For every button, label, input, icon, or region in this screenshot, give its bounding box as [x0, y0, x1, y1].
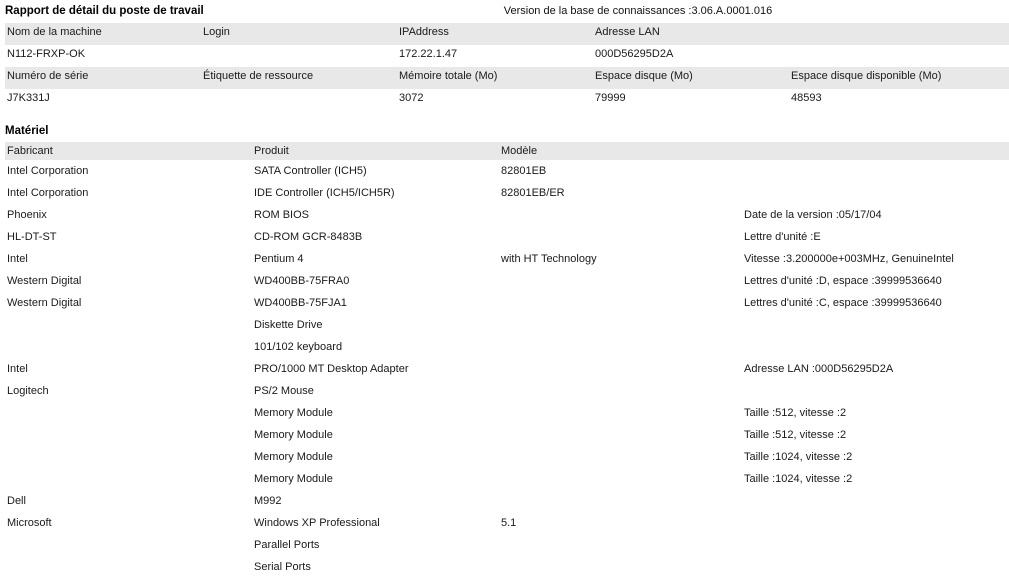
section-title-hardware: Matériel [5, 125, 49, 137]
table-row [5, 336, 1009, 358]
cell-details [742, 512, 1009, 534]
cell-manufacturer [5, 402, 252, 424]
table-row [5, 402, 1009, 424]
cell-manufacturer [5, 556, 252, 578]
table-row-hardware-header [5, 142, 1009, 160]
table-row [5, 358, 1009, 380]
cell-manufacturer [5, 336, 252, 358]
table-row [5, 490, 1009, 512]
cell-product: PS/2 Mouse [252, 380, 499, 402]
cell-manufacturer: Western Digital [5, 292, 252, 314]
header-lan-address: Adresse LAN [593, 23, 789, 45]
value-login [201, 45, 397, 67]
table-row [5, 248, 1009, 270]
cell-model [499, 226, 742, 248]
table-row-header-1 [5, 23, 1009, 45]
cell-model [499, 380, 742, 402]
cell-manufacturer: Microsoft [5, 512, 252, 534]
cell-manufacturer [5, 468, 252, 490]
header-details [742, 142, 1009, 160]
cell-model [499, 314, 742, 336]
cell-manufacturer: Western Digital [5, 270, 252, 292]
cell-details [742, 490, 1009, 512]
header-manufacturer: Fabricant [5, 142, 252, 160]
cell-product: Windows XP Professional [252, 512, 499, 534]
cell-manufacturer: Intel Corporation [5, 160, 252, 182]
knowledge-base-version: Version de la base de connaissances :3.06.A.0001.016 [503, 5, 773, 17]
cell-details: Lettre d'unité :E [742, 226, 1009, 248]
cell-manufacturer [5, 424, 252, 446]
table-row [5, 468, 1009, 490]
table-row [5, 424, 1009, 446]
table-row-header-2 [5, 67, 1009, 89]
cell-model: with HT Technology [499, 248, 742, 270]
cell-product: 101/102 keyboard [252, 336, 499, 358]
cell-details: Date de la version :05/17/04 [742, 204, 1009, 226]
cell-details [742, 534, 1009, 556]
header-asset-tag: Étiquette de ressource [201, 67, 397, 89]
value-blank-1 [789, 45, 1009, 67]
cell-model: 5.1 [499, 512, 742, 534]
cell-manufacturer [5, 534, 252, 556]
cell-product: Parallel Ports [252, 534, 499, 556]
table-row [5, 160, 1009, 182]
cell-model [499, 204, 742, 226]
cell-product: IDE Controller (ICH5/ICH5R) [252, 182, 499, 204]
table-row-values-2 [5, 89, 1009, 111]
table-row [5, 182, 1009, 204]
table-row [5, 292, 1009, 314]
cell-model [499, 292, 742, 314]
table-row [5, 446, 1009, 468]
cell-details [742, 160, 1009, 182]
cell-model [499, 446, 742, 468]
value-total-memory: 3072 [397, 89, 593, 111]
value-disk-space: 79999 [593, 89, 789, 111]
cell-manufacturer: Logitech [5, 380, 252, 402]
cell-manufacturer: Phoenix [5, 204, 252, 226]
cell-manufacturer: Intel [5, 248, 252, 270]
header-total-memory: Mémoire totale (Mo) [397, 67, 593, 89]
cell-product: PRO/1000 MT Desktop Adapter [252, 358, 499, 380]
cell-details [742, 336, 1009, 358]
cell-model [499, 556, 742, 578]
cell-details: Taille :512, vitesse :2 [742, 424, 1009, 446]
value-ip-address: 172.22.1.47 [397, 45, 593, 67]
cell-details [742, 314, 1009, 336]
cell-product: Memory Module [252, 402, 499, 424]
cell-details [742, 182, 1009, 204]
cell-details: Lettres d'unité :D, espace :39999536640 [742, 270, 1009, 292]
value-lan-address: 000D56295D2A [593, 45, 789, 67]
cell-model [499, 358, 742, 380]
cell-details: Lettres d'unité :C, espace :39999536640 [742, 292, 1009, 314]
cell-product: Pentium 4 [252, 248, 499, 270]
cell-manufacturer [5, 314, 252, 336]
table-row [5, 534, 1009, 556]
table-row [5, 204, 1009, 226]
workstation-summary-table [5, 23, 1009, 111]
table-row [5, 270, 1009, 292]
value-serial-number: J7K331J [5, 89, 201, 111]
cell-model [499, 490, 742, 512]
value-machine-name: N112-FRXP-OK [5, 45, 201, 67]
cell-model [499, 468, 742, 490]
header-login: Login [201, 23, 397, 45]
table-row [5, 556, 1009, 578]
cell-details: Taille :1024, vitesse :2 [742, 468, 1009, 490]
cell-manufacturer [5, 446, 252, 468]
cell-model [499, 534, 742, 556]
table-row [5, 380, 1009, 402]
cell-product: ROM BIOS [252, 204, 499, 226]
cell-model: 82801EB [499, 160, 742, 182]
header-free-disk-space: Espace disque disponible (Mo) [789, 67, 1009, 89]
cell-product: CD-ROM GCR-8483B [252, 226, 499, 248]
cell-manufacturer: Intel Corporation [5, 182, 252, 204]
page-title: Rapport de détail du poste de travail [5, 5, 204, 17]
cell-details [742, 380, 1009, 402]
cell-model [499, 402, 742, 424]
header-serial-number: Numéro de série [5, 67, 201, 89]
header-disk-space: Espace disque (Mo) [593, 67, 789, 89]
cell-model [499, 336, 742, 358]
cell-product: SATA Controller (ICH5) [252, 160, 499, 182]
cell-details: Taille :512, vitesse :2 [742, 402, 1009, 424]
cell-product: Serial Ports [252, 556, 499, 578]
header-ip-address: IPAddress [397, 23, 593, 45]
cell-model [499, 424, 742, 446]
cell-model: 82801EB/ER [499, 182, 742, 204]
header-blank-1 [789, 23, 1009, 45]
cell-product: Memory Module [252, 446, 499, 468]
cell-product: WD400BB-75FRA0 [252, 270, 499, 292]
cell-product: Memory Module [252, 424, 499, 446]
value-asset-tag [201, 89, 397, 111]
cell-manufacturer: Dell [5, 490, 252, 512]
header-machine-name: Nom de la machine [5, 23, 201, 45]
cell-manufacturer: HL-DT-ST [5, 226, 252, 248]
table-row [5, 512, 1009, 534]
table-row [5, 226, 1009, 248]
header-product: Produit [252, 142, 499, 160]
cell-model [499, 270, 742, 292]
table-row-values-1 [5, 45, 1009, 67]
cell-details: Taille :1024, vitesse :2 [742, 446, 1009, 468]
cell-product: WD400BB-75FJA1 [252, 292, 499, 314]
cell-product: M992 [252, 490, 499, 512]
report-header [0, 0, 1009, 23]
cell-details: Adresse LAN :000D56295D2A [742, 358, 1009, 380]
cell-product: Memory Module [252, 468, 499, 490]
value-free-disk-space: 48593 [789, 89, 1009, 111]
cell-details [742, 556, 1009, 578]
cell-details: Vitesse :3.200000e+003MHz, GenuineIntel [742, 248, 1009, 270]
cell-product: Diskette Drive [252, 314, 499, 336]
table-row [5, 314, 1009, 336]
cell-manufacturer: Intel [5, 358, 252, 380]
header-model: Modèle [499, 142, 742, 160]
